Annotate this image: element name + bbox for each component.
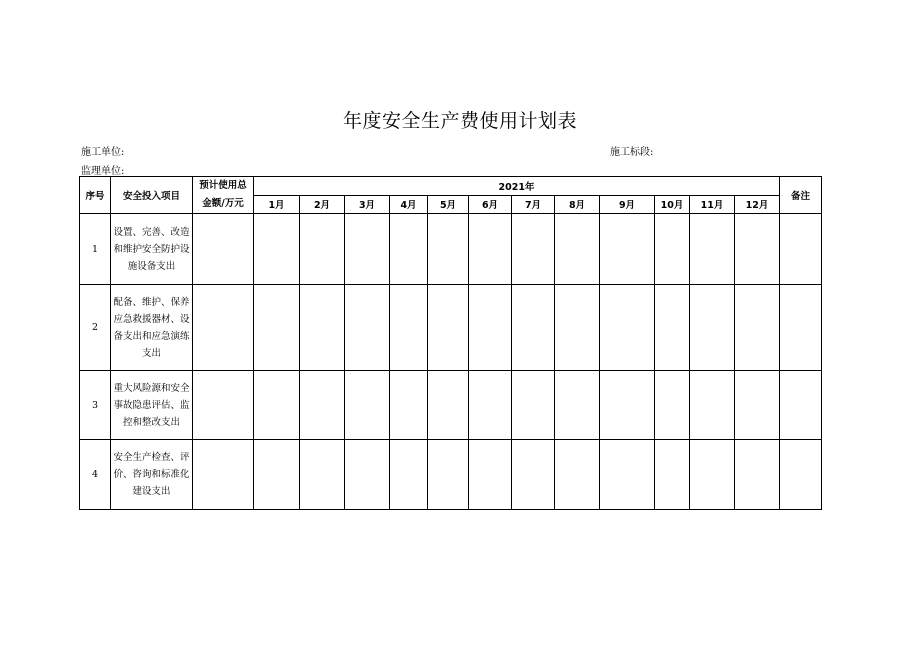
header-month: 8月 — [555, 195, 600, 214]
cell-month[interactable] — [512, 285, 555, 371]
cell-month[interactable] — [555, 371, 600, 440]
cell-month[interactable] — [690, 440, 735, 510]
cell-month[interactable] — [469, 285, 512, 371]
cell-month[interactable] — [254, 371, 300, 440]
supervision-unit-label: 监理单位: — [81, 166, 125, 177]
header-month: 12月 — [735, 195, 780, 214]
cell-month[interactable] — [655, 440, 690, 510]
cell-month[interactable] — [390, 440, 428, 510]
header-item: 安全投入项目 — [111, 177, 193, 214]
header-remarks: 备注 — [780, 177, 822, 214]
row-item: 重大风险源和安全事故隐患评估、监控和整改支出 — [111, 371, 193, 440]
cell-month[interactable] — [300, 214, 345, 285]
cell-remarks[interactable] — [780, 214, 822, 285]
header-budget-line1: 预计使用总 — [199, 180, 247, 191]
cell-month[interactable] — [555, 214, 600, 285]
page-title: 年度安全生产费使用计划表 — [342, 110, 577, 132]
table-row — [80, 214, 822, 285]
cell-month[interactable] — [300, 285, 345, 371]
header-month: 11月 — [690, 195, 735, 214]
cell-month[interactable] — [345, 285, 390, 371]
cell-month[interactable] — [735, 285, 780, 371]
cell-budget[interactable] — [193, 440, 254, 510]
cell-month[interactable] — [469, 440, 512, 510]
cell-month[interactable] — [655, 285, 690, 371]
cell-month[interactable] — [254, 214, 300, 285]
table-row — [80, 285, 822, 371]
cell-month[interactable] — [735, 440, 780, 510]
header-budget-line2: 金额/万元 — [202, 198, 244, 209]
row-item: 安全生产检查、评价、咨询和标准化建设支出 — [111, 440, 193, 510]
row-item: 配备、维护、保养应急救援器材、设备支出和应急演练支出 — [111, 285, 193, 371]
cell-budget[interactable] — [193, 214, 254, 285]
cell-month[interactable] — [469, 371, 512, 440]
cell-month[interactable] — [345, 440, 390, 510]
header-month: 2月 — [300, 195, 345, 214]
cell-month[interactable] — [512, 371, 555, 440]
row-seq: 1 — [80, 214, 111, 285]
cell-month[interactable] — [428, 371, 469, 440]
header-month: 6月 — [469, 195, 512, 214]
cell-month[interactable] — [254, 440, 300, 510]
cell-month[interactable] — [555, 285, 600, 371]
header-budget — [193, 177, 254, 214]
cell-remarks[interactable] — [780, 371, 822, 440]
cell-month[interactable] — [735, 214, 780, 285]
cell-budget[interactable] — [193, 371, 254, 440]
header-month: 10月 — [655, 195, 690, 214]
row-seq: 2 — [80, 285, 111, 371]
header-month: 3月 — [345, 195, 390, 214]
row-seq: 4 — [80, 440, 111, 510]
header-month: 1月 — [254, 195, 300, 214]
safety-cost-plan-table — [79, 176, 822, 510]
cell-month[interactable] — [390, 214, 428, 285]
cell-month[interactable] — [428, 214, 469, 285]
construction-unit-label: 施工单位: — [81, 147, 125, 158]
cell-month[interactable] — [655, 214, 690, 285]
header-year: 2021年 — [254, 177, 780, 196]
cell-budget[interactable] — [193, 285, 254, 371]
cell-month[interactable] — [512, 214, 555, 285]
cell-month[interactable] — [690, 285, 735, 371]
row-item: 设置、完善、改造和维护安全防护设施设备支出 — [111, 214, 193, 285]
row-seq: 3 — [80, 371, 111, 440]
cell-remarks[interactable] — [780, 285, 822, 371]
cell-month[interactable] — [428, 440, 469, 510]
cell-month[interactable] — [345, 214, 390, 285]
cell-month[interactable] — [690, 371, 735, 440]
cell-month[interactable] — [390, 285, 428, 371]
header-month: 5月 — [428, 195, 469, 214]
cell-month[interactable] — [600, 285, 655, 371]
header-seq: 序号 — [80, 177, 111, 214]
cell-month[interactable] — [300, 371, 345, 440]
cell-month[interactable] — [600, 440, 655, 510]
cell-month[interactable] — [428, 285, 469, 371]
cell-month[interactable] — [469, 214, 512, 285]
cell-month[interactable] — [555, 440, 600, 510]
cell-remarks[interactable] — [780, 440, 822, 510]
cell-month[interactable] — [600, 214, 655, 285]
header-month: 7月 — [512, 195, 555, 214]
header-month: 9月 — [600, 195, 655, 214]
cell-month[interactable] — [600, 371, 655, 440]
construction-section-label: 施工标段: — [610, 147, 654, 158]
cell-month[interactable] — [512, 440, 555, 510]
cell-month[interactable] — [735, 371, 780, 440]
table-row — [80, 440, 822, 510]
cell-month[interactable] — [655, 371, 690, 440]
cell-month[interactable] — [390, 371, 428, 440]
table-row — [80, 371, 822, 440]
cell-month[interactable] — [690, 214, 735, 285]
cell-month[interactable] — [300, 440, 345, 510]
cell-month[interactable] — [345, 371, 390, 440]
header-month: 4月 — [390, 195, 428, 214]
cell-month[interactable] — [254, 285, 300, 371]
